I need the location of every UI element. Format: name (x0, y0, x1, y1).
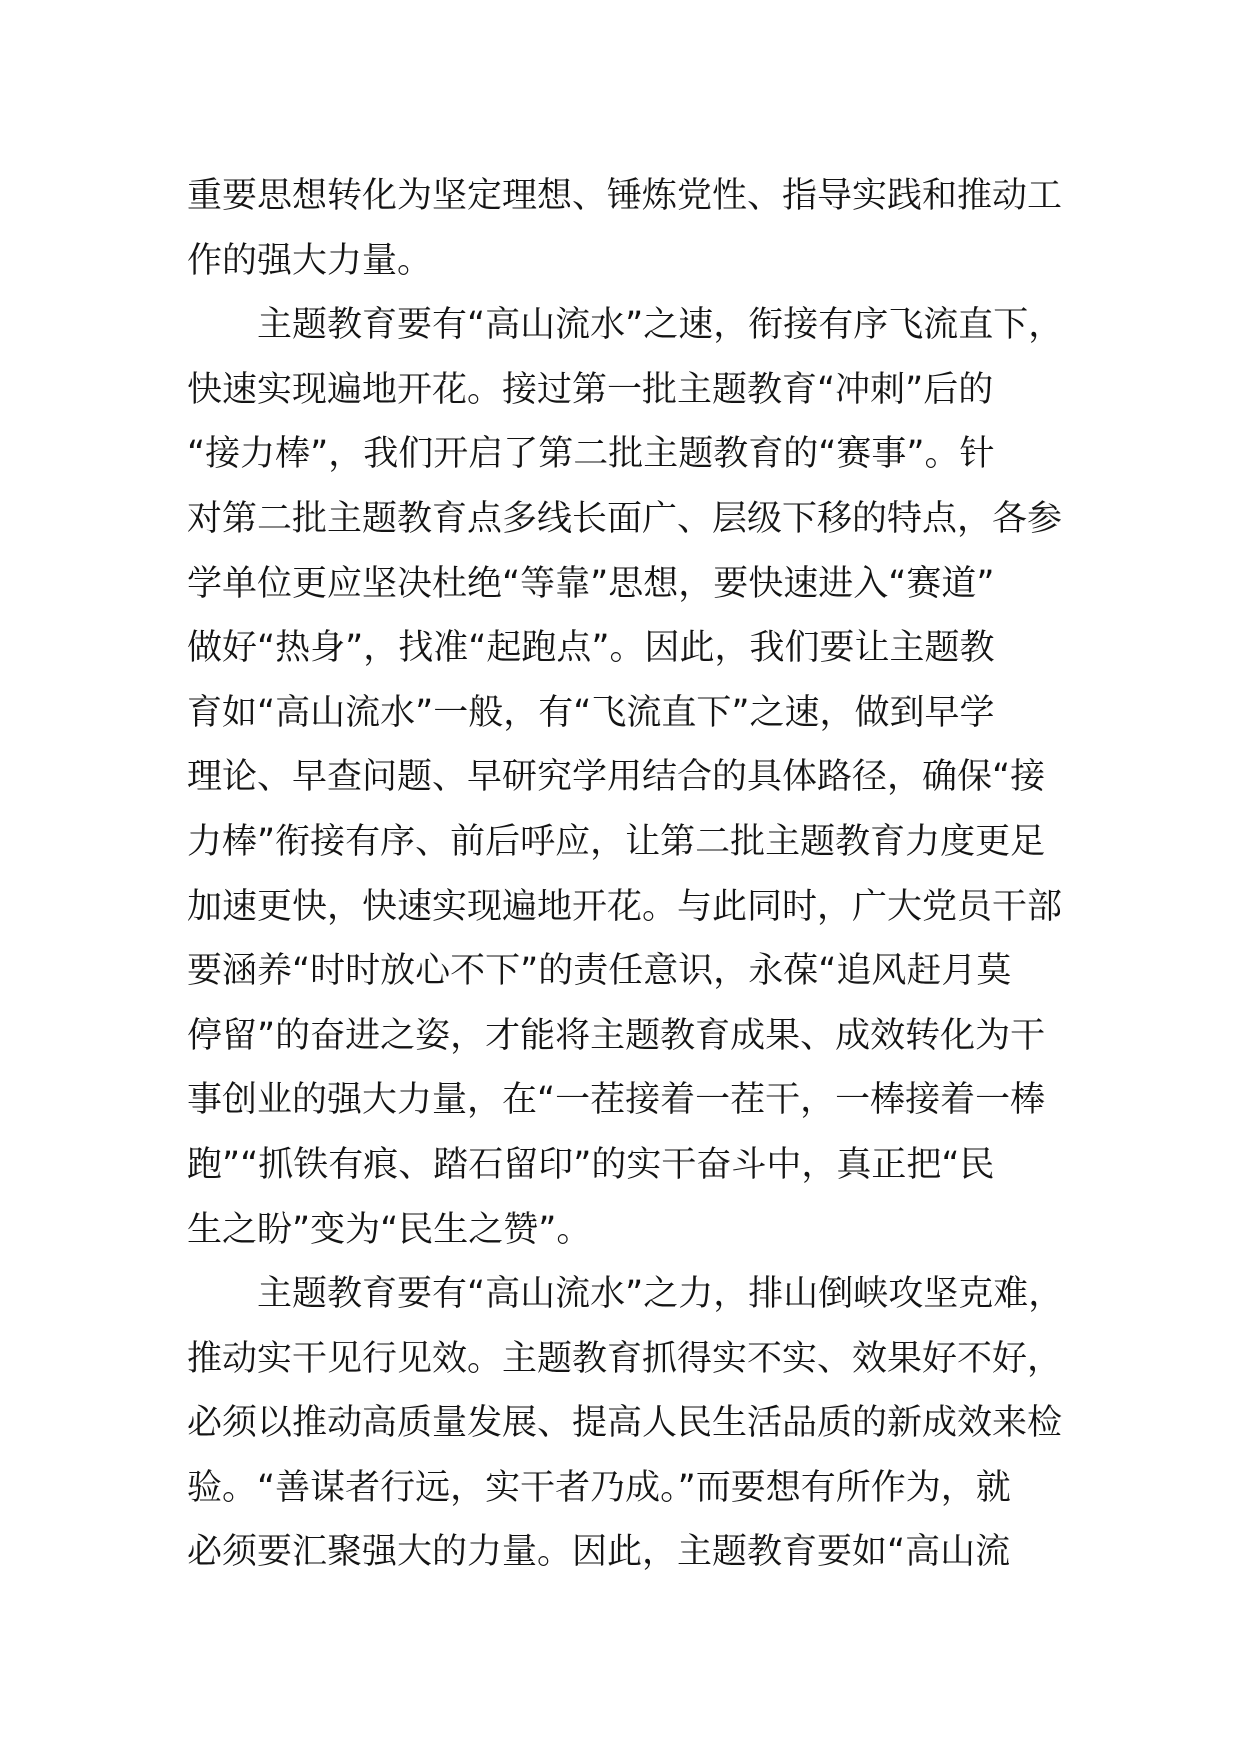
text-line: 重要思想转化为坚定理想、锤炼党性、指导实践和推动工 (187, 176, 1063, 216)
text-line: 力棒”衔接有序、前后呼应，让第二批主题教育力度更足 (187, 821, 1046, 862)
text-line: 育如“高山流水”一般，有“飞流直下”之速，做到早学 (187, 692, 995, 733)
text-line: 作的强大力量。 (187, 240, 433, 281)
text-line: 生之盼”变为“民生之赞”。 (187, 1209, 592, 1250)
text-line: 必须以推动高质量发展、提高人民生活品质的新成效来检 (187, 1403, 1063, 1444)
text-line: 要涵养“时时放心不下”的责任意识，永葆“追风赶月莫 (187, 951, 1012, 992)
paragraph-speed (187, 293, 1067, 1262)
text-line: 做好“热身”，找准“起跑点”。因此，我们要让主题教 (187, 628, 995, 669)
text-line: 事创业的强大力量，在“一茬接着一茬干，一棒接着一棒 (187, 1080, 1046, 1121)
text-line: 主题教育要有“高山流水”之速，衔接有序飞流直下， (257, 305, 1064, 346)
text-line: 验。“善谋者行远，实干者乃成。”而要想有所作为，就 (187, 1467, 1011, 1508)
text-line: 必须要汇聚强大的力量。因此，主题教育要如“高山流 (187, 1532, 1011, 1573)
text-line: 推动实干见行见效。主题教育抓得实不实、效果好不好， (187, 1338, 1063, 1379)
text-line: 停留”的奋进之姿，才能将主题教育成果、成效转化为干 (187, 1015, 1046, 1056)
text-line: 理论、早查问题、早研究学用结合的具体路径，确保“接 (187, 757, 1046, 798)
text-line: 主题教育要有“高山流水”之力，排山倒峡攻坚克难， (257, 1274, 1064, 1315)
paragraph-strength (187, 1262, 1067, 1585)
text-line: 快速实现遍地开花。接过第一批主题教育“冲刺”后的 (187, 369, 994, 410)
paragraph-continuation (187, 164, 1067, 293)
document-body (187, 164, 1067, 1585)
text-line: 跑”“抓铁有痕、踏石留印”的实干奋斗中，真正把“民 (187, 1144, 995, 1185)
text-line: “接力棒”，我们开启了第二批主题教育的“赛事”。针 (187, 434, 995, 475)
text-line: 对第二批主题教育点多线长面广、层级下移的特点，各参 (187, 498, 1063, 539)
text-line: 加速更快，快速实现遍地开花。与此同时，广大党员干部 (187, 886, 1063, 927)
text-line: 学单位更应坚决杜绝“等靠”思想，要快速进入“赛道” (187, 563, 995, 604)
